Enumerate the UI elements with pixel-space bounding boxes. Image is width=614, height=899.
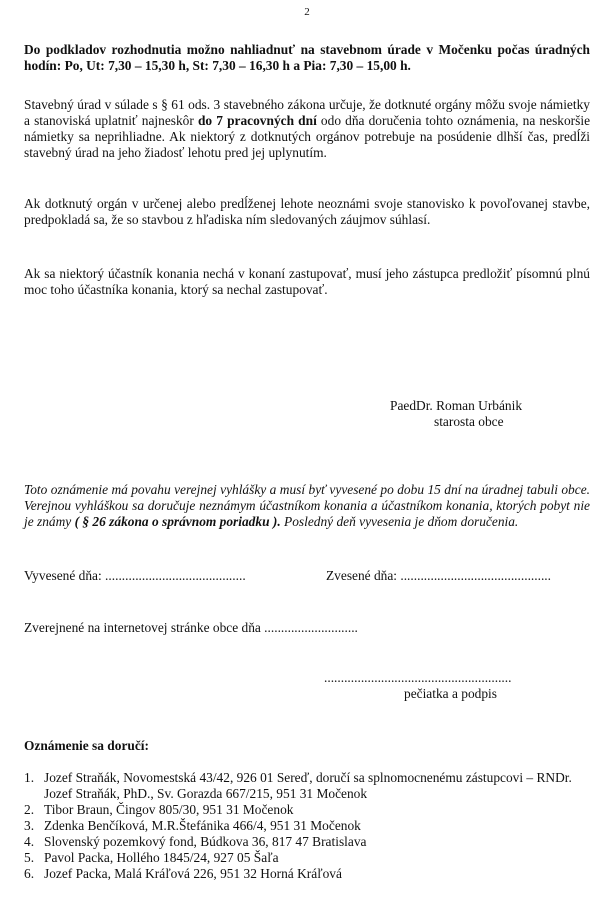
list-item: [24, 834, 594, 850]
signatory-role: starosta obce: [434, 414, 504, 429]
objections-deadline: do 7 pracovných dní: [197, 113, 317, 128]
recipient-text: Jozef Straňák, Novomestská 43/42, 926 01 Sereď, doručí sa splnomocnenému zástupcovi – RNDr. Jozef Straňák, PhD., Sv. Gorazda 667/215, 951 31 Močenok: [44, 770, 572, 801]
objections-text-before: Stavebný úrad v súlade s § 61 ods. 3 stavebného zákona určuje, že dotknuté orgány môžu svoje námietky a stanoviská uplatniť najneskôr: [24, 97, 590, 128]
recipient-text: Tibor Braun, Čingov 805/30, 951 31 Močenok: [44, 802, 294, 817]
list-item: [24, 866, 594, 882]
published-online-field: Zverejnené na internetovej stránke obce dňa ............................: [24, 620, 358, 635]
recipient-text: Jozef Packa, Malá Kráľová 226, 951 32 Horná Kráľová: [44, 866, 342, 881]
posted-date-field: Vyvesené dňa: ..........................................: [24, 568, 246, 583]
stamp-signature-line: ........................................................: [324, 670, 512, 685]
page-number: 2: [304, 6, 310, 18]
recipient-number: 6.: [24, 866, 35, 881]
objections-text-after: odo dňa doručenia tohto oznámenia, na neskoršie námietky sa neprihliadne. Ak niektorý z dotknutých orgánov potrebuje na posúdenie dlhší čas, predĺži stavebný úrad na jeho žiadosť lehotu pred jej uplynutím.: [24, 113, 591, 160]
stamp-signature-label: pečiatka a podpis: [404, 686, 497, 701]
recipient-number: 2.: [24, 802, 35, 817]
list-item: [24, 850, 594, 866]
public-notice-text-before: Toto oznámenie má povahu verejnej vyhlášky a musí byť vyvesené po dobu 15 dní na úradnej tabuli obce. Verejnou vyhláškou sa doručuje neznámym účastníkom konania a účastníkom konania, ktorých pobyt nie je známy: [24, 482, 590, 529]
list-item: [24, 818, 594, 834]
representation-paragraph: Ak sa niektorý účastník konania nechá v konaní zastupovať, musí jeho zástupca predložiť písomnú plnú moc toho účastníka konania, ktorý sa nechal zastupovať.: [24, 266, 590, 297]
recipient-text: Zdenka Benčíková, M.R.Štefánika 466/4, 951 31 Močenok: [44, 818, 361, 833]
signature-block: [390, 398, 522, 430]
delivery-title: Oznámenie sa doručí:: [24, 738, 149, 753]
recipient-list: [24, 770, 594, 882]
recipient-number: 4.: [24, 834, 35, 849]
consent-paragraph: Ak dotknutý orgán v určenej alebo predĺženej lehote neoznámi svoje stanovisko k povoľovanej stavbe, predpokladá sa, že so stavbou z hľadiska ním sledovaných záujmov súhlasí.: [24, 196, 590, 227]
recipient-number: 3.: [24, 818, 35, 833]
removed-date-field: Zvesené dňa: .............................................: [326, 568, 552, 583]
list-item: [24, 770, 594, 802]
objections-paragraph: [24, 97, 590, 161]
public-notice-text-after: Posledný deň vyvesenia je dňom doručenia.: [280, 514, 519, 529]
public-notice-paragraph: [24, 482, 590, 530]
signatory-name: PaedDr. Roman Urbánik: [390, 398, 523, 413]
recipient-number: 5.: [24, 850, 35, 865]
recipient-text: Pavol Packa, Hollého 1845/24, 927 05 Šaľa: [44, 850, 279, 865]
recipient-number: 1.: [24, 770, 35, 785]
list-item: [24, 802, 594, 818]
public-notice-law-reference: ( § 26 zákona o správnom poriadku ).: [74, 514, 281, 529]
recipient-text: Slovenský pozemkový fond, Búdkova 36, 817 47 Bratislava: [44, 834, 367, 849]
office-hours-paragraph: Do podkladov rozhodnutia možno nahliadnuť na stavebnom úrade v Močenku počas úradných hodín: Po, Ut: 7,30 – 15,30 h, St: 7,30 – 16,30 h a Pia: 7,30 – 15,00 h.: [24, 42, 590, 73]
